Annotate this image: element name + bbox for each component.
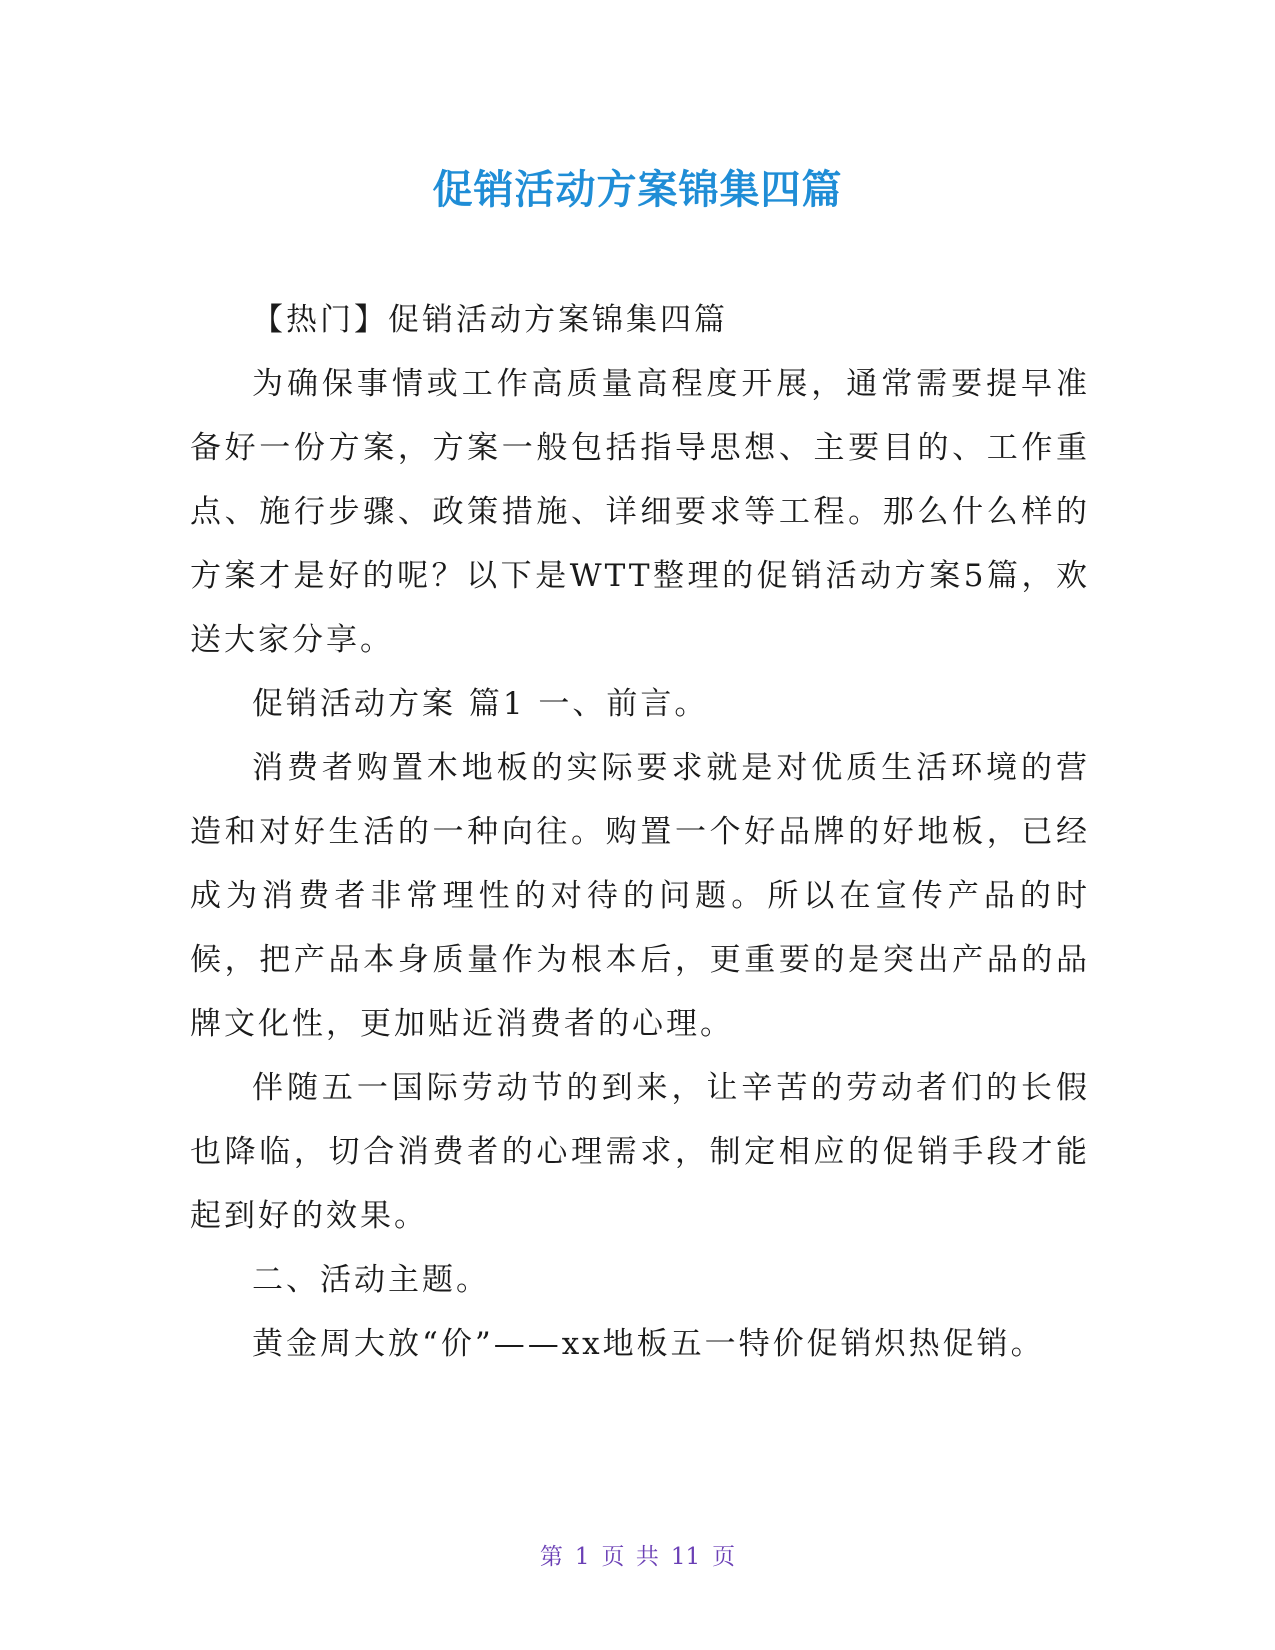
paragraph-preface: 消费者购置木地板的实际要求就是对优质生活环境的营造和对好生活的一种向往。购置一个好品牌的好地板，已经成为消费者非常理性的对待的问题。所以在宣传产品的时候，把产品本身质量作为根本后，更重要的是突出产品的品牌文化性，更加贴近消费者的心理。	[190, 750, 1090, 1042]
document-title: 促销活动方案锦集四篇	[432, 167, 843, 213]
paragraph-theme-heading: 二、活动主题。	[252, 1262, 490, 1298]
footer-total-pages: 11	[670, 1544, 701, 1570]
paragraph-heading: 【热门】促销活动方案锦集四篇	[252, 302, 728, 338]
paragraph-theme: 黄金周大放“价”——xx地板五一特价促销炽热促销。	[252, 1326, 1045, 1362]
page-footer	[0, 1538, 1275, 1571]
footer-mid: 页 共	[601, 1544, 659, 1570]
footer-prefix: 第	[539, 1544, 563, 1570]
footer-current-page: 1	[574, 1544, 590, 1570]
document-body	[190, 288, 1090, 1376]
paragraph-section-1: 促销活动方案 篇1 一、前言。	[252, 686, 709, 722]
paragraph-holiday: 伴随五一国际劳动节的到来，让辛苦的劳动者们的长假也降临，切合消费者的心理需求，制定相应的促销手段才能起到好的效果。	[190, 1070, 1090, 1234]
paragraph-intro: 为确保事情或工作高质量高程度开展，通常需要提早准备好一份方案，方案一般包括指导思想、主要目的、工作重点、施行步骤、政策措施、详细要求等工程。那么什么样的方案才是好的呢？以下是WTT整理的促销活动方案5篇，欢送大家分享。	[190, 366, 1090, 658]
footer-suffix: 页	[712, 1544, 736, 1570]
